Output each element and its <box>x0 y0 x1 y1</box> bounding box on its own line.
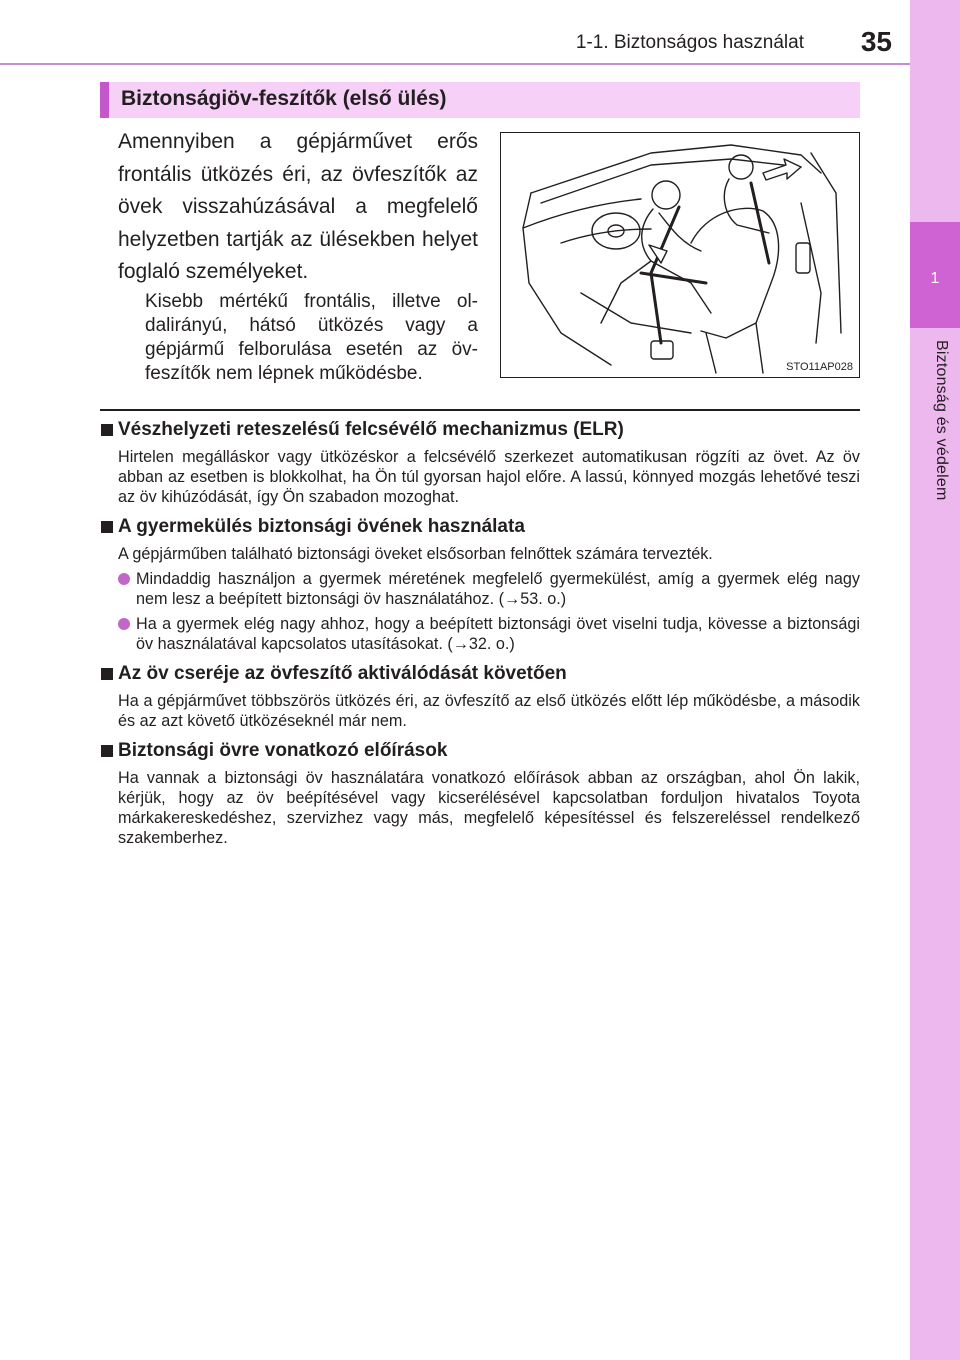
subheading <box>100 662 860 686</box>
list-item-text: Ha a gyermek elég nagy ahhoz, hogy a beépített biztonsági övet viselni tudja, kövesse a biztonsági öv használatával kapcsolatos utasításokat. (→32. o.) <box>136 615 860 653</box>
section-text: Ha a gépjárművet többszörös ütközés éri, az övfeszítő az első ütközés előtt lép működésbe, a második és az azt követő ütközéseknél már nem. <box>118 692 860 730</box>
list-item-text: Mindaddig használjon a gyermek méretének megfelelő gyermekülést, amíg a gyermek elég nagy nem lesz a beépített biztonsági öv használatához. (→53. o.) <box>136 570 860 608</box>
page-number: 35 <box>860 26 892 57</box>
round-bullet-icon <box>118 618 130 630</box>
subheading <box>100 739 860 763</box>
info-section <box>100 739 860 848</box>
note-paragraph: Kisebb mértékű frontális, illetve oldalirányú, hátsó ütközés vagy a gépjármű felborulása esetén az övfeszítők nem lépnek működésbe. <box>145 291 478 384</box>
subheading-text: A gyermekülés biztonsági övének használata <box>118 516 525 537</box>
square-bullet-icon <box>101 745 113 757</box>
subheading-text: Biztonsági övre vonatkozó előírások <box>118 740 448 761</box>
chapter-side-tab <box>910 0 960 1360</box>
section-separator <box>100 409 860 411</box>
lead-paragraph: Amennyiben a gépjárművet erős frontális ütközés éri, az övfeszítők az övek visszahúzásával a megfelelő helyzetben tartják az ülésekben helyet foglaló személyeket. <box>118 130 478 283</box>
list-item <box>118 569 860 609</box>
header-rule <box>0 63 910 65</box>
info-section <box>100 662 860 731</box>
info-sections <box>100 418 860 856</box>
section-heading-box <box>100 82 860 118</box>
subheading <box>100 515 860 539</box>
subheading-text: Az öv cseréje az övfeszítő aktiválódását követően <box>118 663 567 684</box>
section-text: Hirtelen megálláskor vagy ütközéskor a felcsévélő szerkezet automatikusan rögzíti az övet. Az öv abban az esetben is blokkolhat, ha Ön túl gyorsan hajol előre. A lassú, könnyed mozgás lehetővé teszi az öv kihúzódását, így Ön szabadon mozoghat. <box>118 448 860 506</box>
square-bullet-icon <box>101 668 113 680</box>
figure-code: STO11AP028 <box>786 361 853 373</box>
square-bullet-icon <box>101 424 113 436</box>
section-heading: Biztonságiöv-feszítők (első ülés) <box>121 87 447 110</box>
subheading-text: Vészhelyzeti reteszelésű felcsévélő mechanizmus (ELR) <box>118 419 624 440</box>
chapter-label: Biztonság és védelem <box>933 340 950 501</box>
page-header <box>0 0 910 66</box>
section-text: Ha vannak a biztonsági öv használatára vonatkozó előírások abban az országban, ahol Ön lakik, kérjük, hogy az öv beépítésével vagy kicserélésével kapcsolatban forduljon hivatalos Toyota márkakereskedéshez, szervizhez vagy más, megfelelő képesítéssel és felszereléssel rendelkező szakemberhez. <box>118 769 860 847</box>
square-bullet-icon <box>101 521 113 533</box>
info-section <box>100 418 860 507</box>
section-text: A gépjárműben található biztonsági öveket elsősorban felnőttek számára tervezték. <box>118 545 713 563</box>
subheading <box>100 418 860 442</box>
round-bullet-icon <box>118 573 130 585</box>
list-item <box>118 614 860 654</box>
pretensioner-illustration <box>500 132 860 378</box>
info-section <box>100 515 860 654</box>
chapter-number: 1 <box>930 270 940 287</box>
car-interior-drawing <box>501 133 859 377</box>
section-title: 1-1. Biztonságos használat <box>575 32 804 53</box>
